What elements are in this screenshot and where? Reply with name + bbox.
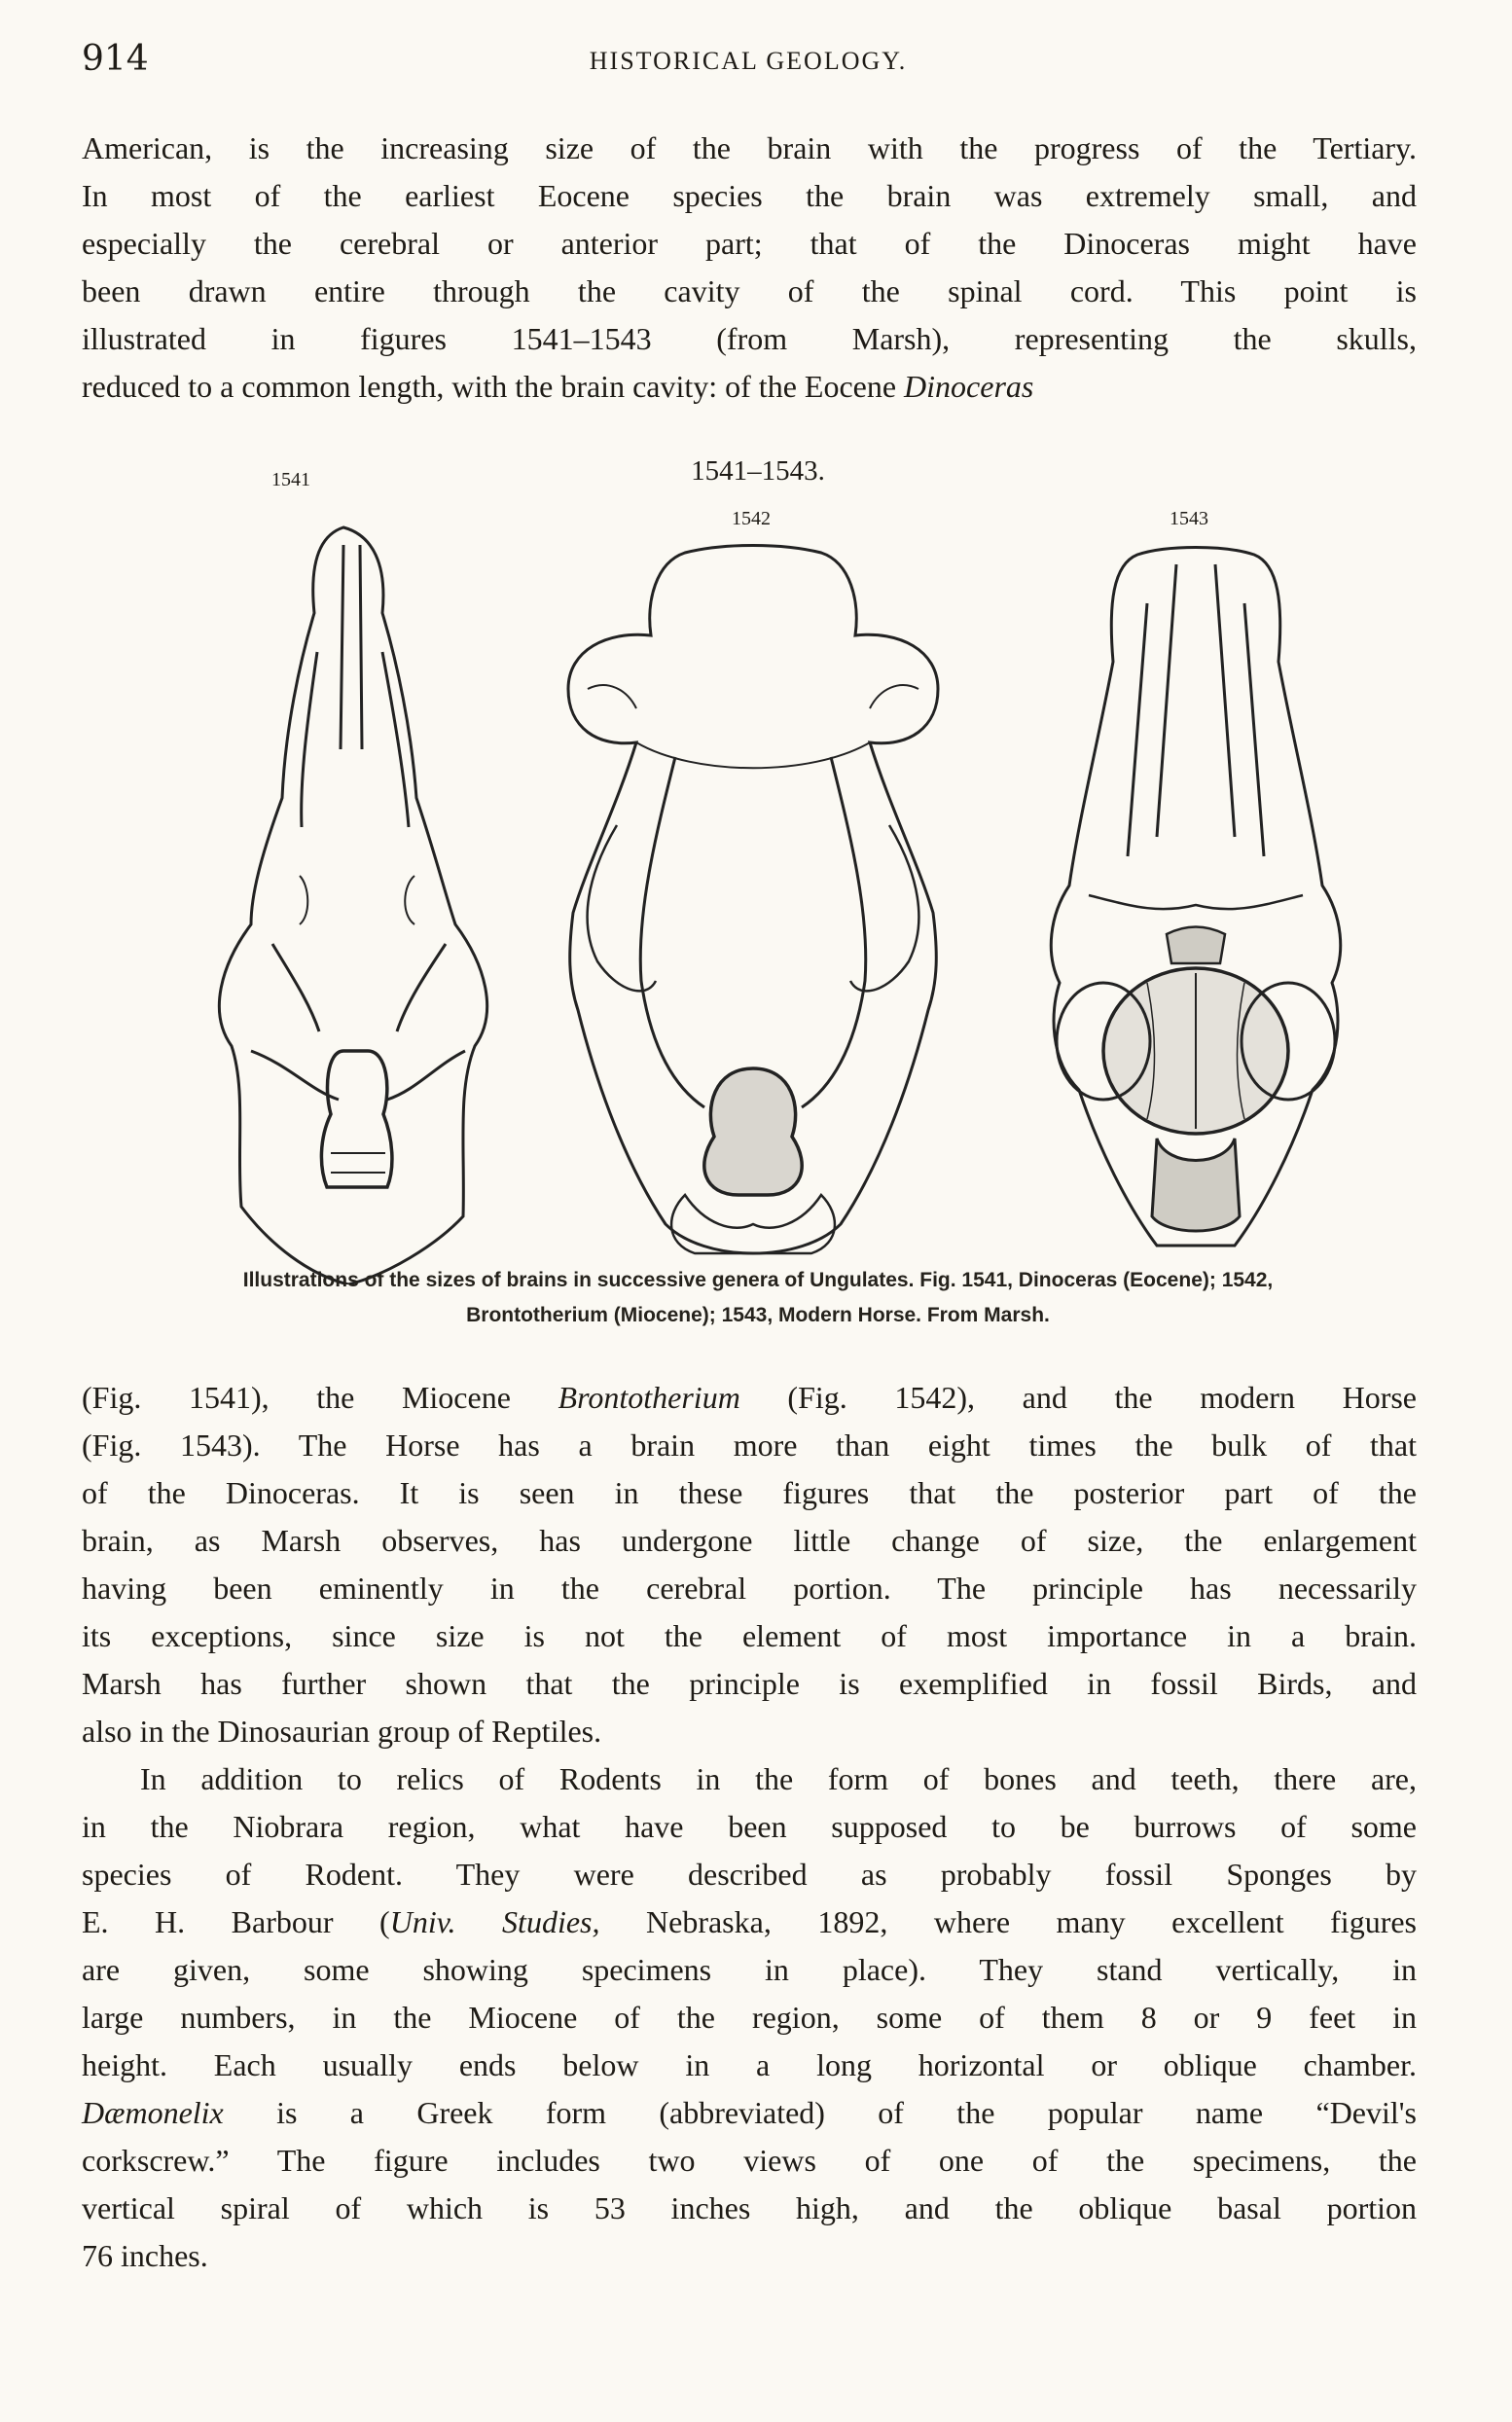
text-line: height. Each usually ends below in a long horizontal or oblique chamber. — [82, 2047, 1417, 2082]
text-segment: Nebraska, 1892, where many excellent figures — [599, 1904, 1418, 1939]
text-line: corkscrew.” The figure includes two views of one of the specimens, the — [82, 2143, 1417, 2178]
text-line — [82, 2089, 1417, 2137]
text-segment: (Fig. 1542), and the modern Horse — [739, 1380, 1418, 1415]
text-segment: E. H. Barbour ( — [82, 1904, 390, 1939]
figure-label-1542: 1542 — [732, 508, 771, 529]
text-segment: reduced to a common length, with the brain cavity: of the Eocene — [82, 369, 897, 404]
italic-term: Univ. Studies, — [389, 1904, 600, 1939]
figure-heading: 1541–1543. — [691, 455, 825, 487]
caption-line: Illustrations of the sizes of brains in successive genera of Ungulates. Fig. 1541, Dinoceras (Eocene); 1542, — [242, 1269, 1274, 1291]
text-line: 76 inches. — [82, 2238, 208, 2273]
text-line: are given, some showing specimens in place). They stand vertically, in — [82, 1952, 1417, 1987]
text-line — [82, 363, 1417, 411]
text-line: Marsh has further shown that the principle is exemplified in fossil Birds, and — [82, 1666, 1417, 1701]
text-line: vertical spiral of which is 53 inches high, and the oblique basal portion — [82, 2190, 1417, 2225]
text-line: having been eminently in the cerebral portion. The principle has necessarily — [82, 1571, 1417, 1606]
text-line: In addition to relics of Rodents in the form of bones and teeth, there are, — [140, 1761, 1417, 1796]
italic-term: Dæmonelix — [82, 2095, 224, 2130]
text-line: (Fig. 1543). The Horse has a brain more than eight times the bulk of that — [82, 1428, 1417, 1463]
skull-illustration-dinoceras — [154, 506, 562, 1284]
paragraph-1 — [82, 125, 1417, 411]
figure-1541-1543 — [82, 438, 1434, 1333]
running-head — [82, 39, 1415, 78]
text-line: In most of the earliest Eocene species the brain was extremely small, and — [82, 178, 1417, 213]
running-title: HISTORICAL GEOLOGY. — [589, 47, 908, 75]
paragraph-2 — [82, 1374, 1417, 1755]
figure-caption — [82, 1263, 1434, 1333]
text-line: its exceptions, since size is not the element of most importance in a brain. — [82, 1618, 1417, 1653]
caption-line: Brontotherium (Miocene); 1543, Modern Horse. From Marsh. — [466, 1304, 1050, 1326]
text-segment: is a Greek form (abbreviated) of the popular name “Devil's — [223, 2095, 1417, 2130]
text-line: illustrated in figures 1541–1543 (from Marsh), representing the skulls, — [82, 321, 1417, 356]
text-segment: (Fig. 1541), the Miocene — [82, 1380, 558, 1415]
page-number: 914 — [82, 39, 149, 79]
skull-illustration-horse — [1030, 545, 1361, 1265]
text-line — [82, 1898, 1417, 1946]
skull-illustration-brontotherium — [529, 543, 987, 1283]
text-line: been drawn entire through the cavity of the spinal cord. This point is — [82, 273, 1417, 308]
figure-label-1543: 1543 — [1170, 508, 1208, 529]
paragraph-3 — [82, 1755, 1417, 2280]
text-line: American, is the increasing size of the brain with the progress of the Tertiary. — [82, 130, 1417, 165]
italic-term: Brontotherium — [558, 1380, 740, 1415]
text-line: especially the cerebral or anterior part; that of the Dinoceras might have — [82, 226, 1417, 261]
text-line: in the Niobrara region, what have been supposed to be burrows of some — [82, 1809, 1417, 1844]
text-line: of the Dinoceras. It is seen in these figures that the posterior part of the — [82, 1475, 1417, 1510]
text-line: species of Rodent. They were described as probably fossil Sponges by — [82, 1857, 1417, 1892]
text-line — [82, 1374, 1417, 1422]
text-line: brain, as Marsh observes, has undergone little change of size, the enlargement — [82, 1523, 1417, 1558]
text-line: also in the Dinosaurian group of Reptiles. — [82, 1714, 602, 1749]
text-line: large numbers, in the Miocene of the region, some of them 8 or 9 feet in — [82, 2000, 1417, 2035]
figure-label-1541: 1541 — [271, 469, 310, 490]
italic-term: Dinoceras — [904, 369, 1034, 404]
